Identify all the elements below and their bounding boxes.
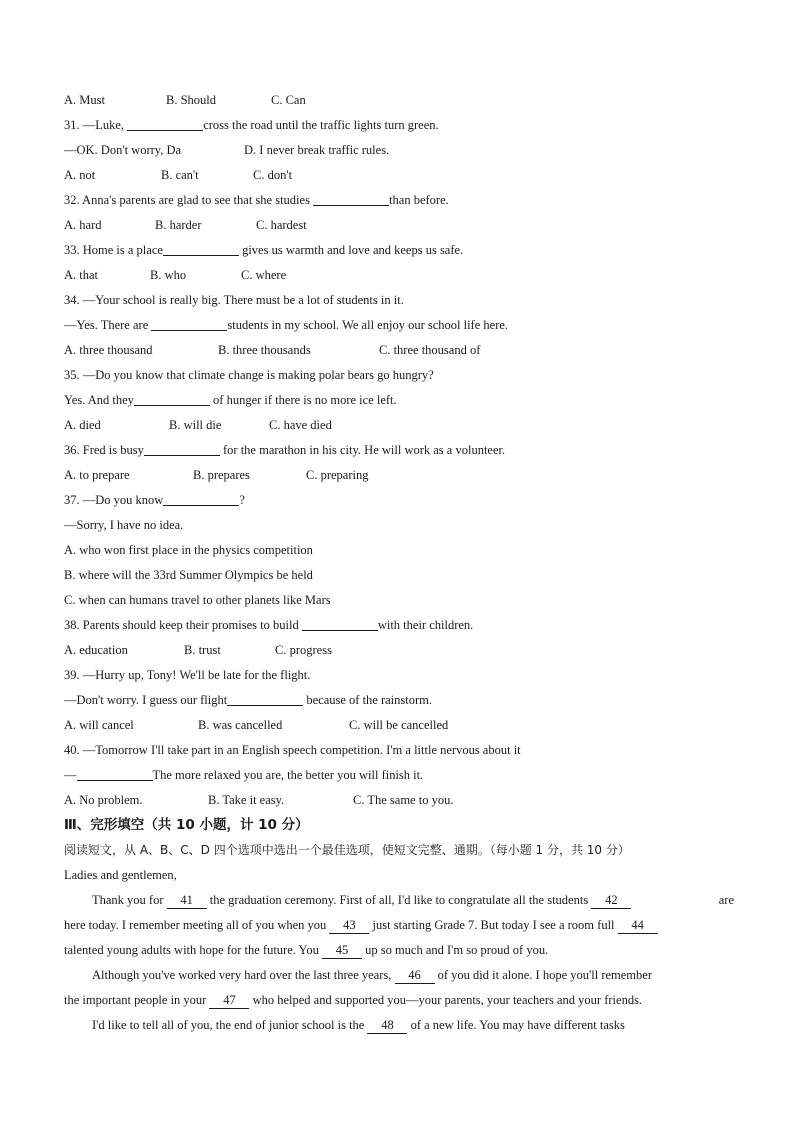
q34-option-a[interactable]: A. three thousand [64,343,153,357]
q37-option-b[interactable]: B. where will the 33rd Summer Olympics be held [64,568,313,582]
q35-options [64,413,734,438]
blank-44[interactable]: 44 [618,918,658,934]
q36-option-b[interactable]: B. prepares [193,468,250,482]
q32-stem [64,188,734,213]
q33-blank [163,241,239,256]
q34-blank [151,316,227,331]
q31-option-d[interactable]: D. I never break traffic rules. [244,143,390,157]
q40-stem: 40. —Tomorrow I'll take part in an English speech competition. I'm a little nervous about it [64,743,521,757]
q38-option-c[interactable]: C. progress [275,643,332,657]
q36-text-pre: 36. Fred is busy [64,443,144,457]
q31-option-b[interactable]: B. can't [161,168,199,182]
q40-option-b[interactable]: B. Take it easy. [208,793,285,807]
q32-option-c[interactable]: C. hardest [256,218,307,232]
q36-option-c[interactable]: C. preparing [306,468,369,482]
passage-text: up so much and I'm so proud of you. [361,943,549,957]
q38-text-pre: 38. Parents should keep their promises to build [64,618,302,632]
passage-line-4 [64,963,734,988]
q34-text-post: students in my school. We all enjoy our school life here. [227,318,509,332]
q31-blank [127,116,203,131]
q37-text-pre: 37. —Do you know [64,493,164,507]
q33-option-b[interactable]: B. who [150,268,187,282]
q40-options [64,788,734,813]
q39-option-a[interactable]: A. will cancel [64,718,134,732]
q31-text-post: cross the road until the traffic lights turn green. [203,118,439,132]
q33-options [64,263,734,288]
q33-stem [64,238,734,263]
q35-option-b[interactable]: B. will die [169,418,222,432]
q38-option-b[interactable]: B. trust [184,643,221,657]
q31-options [64,163,734,188]
q38-stem [64,613,734,638]
q35-option-a[interactable]: A. died [64,418,101,432]
q30-option-b[interactable]: B. Should [166,93,217,107]
q40-text-pre: — [64,768,77,782]
q33-option-c[interactable]: C. where [241,268,287,282]
passage-text: I'd like to tell all of you, the end of junior school is the [92,1018,368,1032]
q39-option-c[interactable]: C. will be cancelled [349,718,449,732]
q30-option-a[interactable]: A. Must [64,93,105,107]
blank-47[interactable]: 47 [209,993,249,1009]
passage-text: Thank you for [92,893,167,907]
q32-text-post: than before. [389,193,449,207]
q36-stem [64,438,734,463]
q34-option-c[interactable]: C. three thousand of [379,343,481,357]
passage-text: of a new life. You may have different tasks [407,1018,625,1032]
q40-text-post: The more relaxed you are, the better you will finish it. [152,768,424,782]
q39-text-pre: —Don't worry. I guess our flight [64,693,228,707]
q33-option-a[interactable]: A. that [64,268,99,282]
q32-text-pre: 32. Anna's parents are glad to see that she studies [64,193,314,207]
q36-option-a[interactable]: A. to prepare [64,468,130,482]
q35-text-post: of hunger if there is no more ice left. [209,393,397,407]
q38-options [64,638,734,663]
q35-stem: 35. —Do you know that climate change is making polar bears go hungry? [64,368,434,382]
q31-text-pre: 31. —Luke, [64,118,128,132]
passage-salutation: Ladies and gentlemen, [64,868,177,882]
q30-option-c[interactable]: C. Can [271,93,306,107]
q32-options [64,213,734,238]
blank-42[interactable]: 42 [591,893,631,909]
q37-reply: —Sorry, I have no idea. [64,518,184,532]
q34-text-pre: —Yes. There are [64,318,152,332]
q31-option-c[interactable]: C. don't [253,168,293,182]
passage-text: of you did it alone. I hope you'll remember [434,968,652,982]
q33-text-pre: 33. Home is a place [64,243,163,257]
q40-blank [77,766,153,781]
q36-blank [144,441,220,456]
q37-option-c[interactable]: C. when can humans travel to other planets like Mars [64,593,331,607]
q34-stem: 34. —Your school is really big. There must be a lot of students in it. [64,293,404,307]
q38-blank [302,616,378,631]
passage-line-6 [64,1013,734,1038]
q35-option-c[interactable]: C. have died [269,418,332,432]
q39-stem: 39. —Hurry up, Tony! We'll be late for the flight. [64,668,311,682]
q32-option-a[interactable]: A. hard [64,218,102,232]
q31-reply: —OK. Don't worry, Da [64,143,182,157]
q35-blank [134,391,210,406]
blank-43[interactable]: 43 [329,918,369,934]
q38-option-a[interactable]: A. education [64,643,128,657]
q34-options [64,338,734,363]
passage-line-5 [64,988,734,1013]
blank-45[interactable]: 45 [322,943,362,959]
blank-41[interactable]: 41 [167,893,207,909]
passage-text: Although you've worked very hard over the last three years, [92,968,395,982]
q31-reply-line [64,138,734,163]
q31-stem [64,113,734,138]
passage-text: talented young adults with hope for the future. You [64,943,322,957]
passage-line-1 [64,888,734,913]
q39-reply [64,688,734,713]
q40-reply [64,763,734,788]
q34-reply [64,313,734,338]
q36-options [64,463,734,488]
passage-text: the important people in your [64,993,210,1007]
passage-text: here today. I remember meeting all of you when you [64,918,330,932]
section-heading: Ⅲ、完形填空（共 10 小题，计 10 分） [64,817,309,833]
passage-line-2 [64,913,734,938]
q35-reply [64,388,734,413]
passage-line-3 [64,938,734,963]
q39-options [64,713,734,738]
exam-page [64,88,734,1038]
blank-46[interactable]: 46 [395,968,435,984]
q40-option-c[interactable]: C. The same to you. [353,793,454,807]
blank-48[interactable]: 48 [367,1018,407,1034]
q37-text-post: ? [239,493,245,507]
q31-option-a[interactable]: A. not [64,168,96,182]
q32-option-b[interactable]: B. harder [155,218,202,232]
passage-text: are [718,893,734,907]
q36-text-post: for the marathon in his city. He will work as a volunteer. [219,443,506,457]
q34-option-b[interactable]: B. three thousands [218,343,311,357]
passage-line-1-left [92,888,631,913]
q33-text-post: gives us warmth and love and keeps us safe. [238,243,464,257]
q38-text-post: with their children. [377,618,474,632]
q39-text-post: because of the rainstorm. [303,693,433,707]
passage-text: who helped and supported you—your parents, your teachers and your friends. [249,993,643,1007]
q35-text-pre: Yes. And they [64,393,134,407]
section-instruction: 阅读短文，从 A、B、C、D 四个选项中选出一个最佳选项，使短文完整、通期。（每小题 1 分，共 10 分） [64,843,630,857]
q39-option-b[interactable]: B. was cancelled [198,718,283,732]
q37-blank [163,491,239,506]
q37-stem [64,488,734,513]
passage-text: the graduation ceremony. First of all, I'd like to congratulate all the students [206,893,592,907]
q40-option-a[interactable]: A. No problem. [64,793,143,807]
passage-text: just starting Grade 7. But today I see a room full [369,918,618,932]
q39-blank [227,691,303,706]
q32-blank [313,191,389,206]
q37-option-a[interactable]: A. who won first place in the physics competition [64,543,313,557]
q30-options [64,88,734,113]
